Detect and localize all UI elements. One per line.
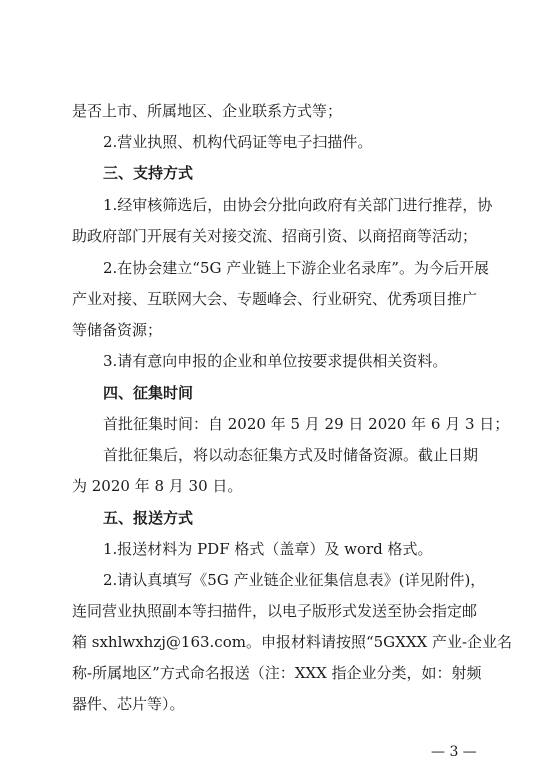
document-page: 是否上市、所属地区、企业联系方式等； 2.营业执照、机构代码证等电子扫描件。 三、支持方式 1.经审核筛选后，由协会分批向政府有关部门进行推荐，协 助政府部门开展有关对接交流、招商引资、以商招商等活动； 2.在协会建立“5G 产业链上下游企业名录库”。为今后开展 产业对接、互联网大会、专题峰会、行业研究、优秀项目推广 等储备资源； 3.请有意向申报的企业和单位按要求提供相关资料。 四、征集时间 首批征集时间：自 2020 年 5 月 29 日 2020 年 6 月 3 日； 首批征集后，将以动态征集方式及时储备资源。截止日期 为 2020 年 8 月 30 日。 五、报送方式 1.报送材料为 PDF 格式（盖章）及 word 格式。 2.请认真填写《5G 产业链企业征集信息表》(详见附件)， 连同营业执照副本等扫描件，以电子版形式发送至协会指定邮 箱 sxhlwxhzj@163.com。申报材料请按照“5GXXX 产业-企业名 称-所属地区”方式命名报送（注：XXX 指企业分类，如：射频 器件、芯片等）。 — 3 —: [72, 102, 513, 760]
